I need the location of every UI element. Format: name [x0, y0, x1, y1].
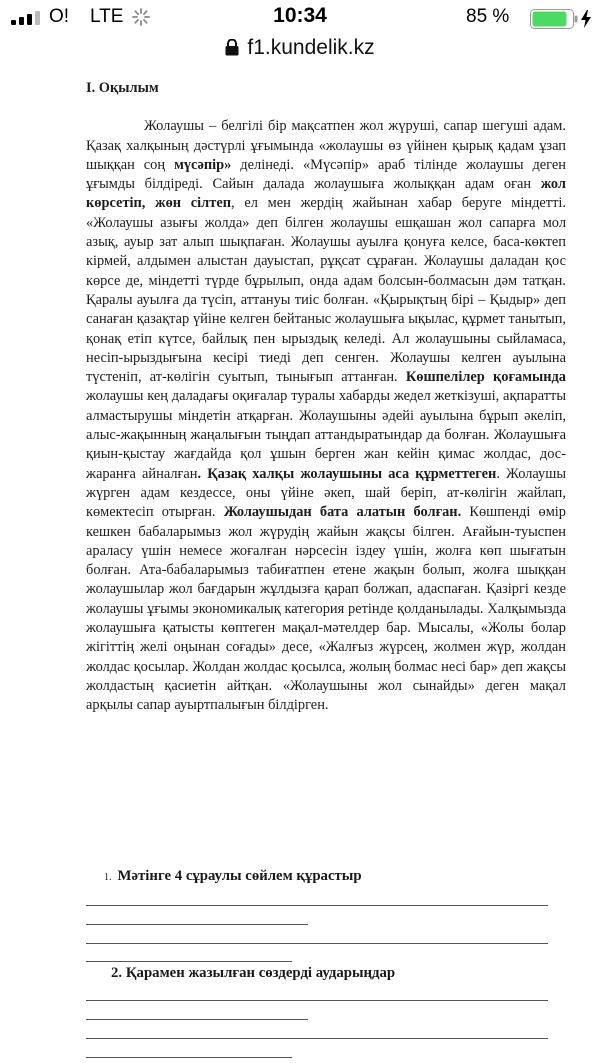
bold-text-run: Көшпелілер қоғамында: [405, 369, 566, 386]
bold-text-run: жол көрсетіп, жөн сілтеп: [86, 176, 566, 212]
answer-line[interactable]: [86, 1057, 292, 1058]
status-bar: [0, 0, 600, 34]
text-run: делінеді. «Мүсәпір» араб тілінде жолаушы деген ұғымды білдіреді. Сайын далада жолаушыға жолыққан адам оған: [86, 156, 566, 193]
answer-line[interactable]: [86, 924, 308, 925]
answer-line[interactable]: [86, 1019, 308, 1020]
clock: 10:34: [273, 4, 327, 27]
task-1-text: Мәтінге 4 сұраулы сөйлем құрастыр: [117, 868, 362, 884]
battery-percentage: 85 %: [466, 6, 510, 27]
task-2-number: 2.: [111, 965, 123, 981]
text-run: Көшпенді өмір кешкен бабаларымыз жол жүрудің жайын жақсы білген. Ағайын-туыспен араласу үшін немесе жоғалған нәрсесін іздеу үшін, жолға көп шығатын болған. Ата-бабаларымыз табиғатпен етене жақын болып, жолға шыққан жолаушылар жол бағдарын жұлдызға қарап болжап, адаспаған. Қазіргі кезде жолаушы ұғымы экономикалық категория ретінде қолданылады. Халқымызда жолаушыға қатысты көптеген мақал-мәтелдер бар. Мысалы, «Жолы болар жігіттің желі оңынан соғады» десе, «Жалғыз жүрсең, жолмен жүр, жолдан жолдас қосылар. Жолдан жолдас қосылса, жолың болмас несі бар» деп жақсы жолдастың қасиетін айтқан. «Жолаушыны жол сынайды» деген мақал арқылы сапар ауыртпалығын білдірген.: [86, 504, 566, 714]
charging-bolt-icon: [580, 10, 592, 28]
reading-text: [86, 117, 566, 715]
answer-line[interactable]: [86, 1000, 548, 1001]
answer-line[interactable]: [86, 905, 548, 906]
text-run: . Жолаушы жүрген адам кездессе, оны үйіне әкеп, шай беріп, ат-көлігін жайлап, көмектесіп отырған.: [86, 465, 566, 521]
battery-fill: [533, 12, 567, 27]
lock-icon: [225, 39, 239, 56]
network-type: LTE: [90, 6, 124, 27]
text-run: , ел мен жердің жайынан хабар беруге міндетті. «Жолаушы азығы жолда» деп білген жолаушы ешқашан жол сапарға мол азық, ауыр зат алып шықпаған. Жолаушы ауылға қонуға келсе, баса-көктеп кірмей, алдымен алыстан дауыстап, рұқсат сұраған. Жолаушы даладан қос көрсе де, міндетті түрде бұрылып, онда адам болсын-болмасын дәм татқан. Қаралы ауылға да түсіп, аттануы тиіс болған. «Қырықтың бірі – Қыдыр» деп санаған қазақтар үйіне келген бейтаныс жолаушыға ықылас, құрмет танытып, қонақ етіп күтсе, байлық пен ырыздық келеді. Ал жолаушыны сыйламаса, несіп-ырыздығына кесірі тиеді деп сенген. Жолаушы келген ауылына түстеніп, ат-көлігін суытып, тынығып аттанған.: [86, 195, 566, 386]
bold-text-run: . Қазақ халқы жолаушыны аса құрметтеген: [197, 465, 497, 482]
task-1: [104, 868, 362, 885]
task-2-text: Қарамен жазылған сөздерді аударыңдар: [125, 965, 396, 981]
answer-line[interactable]: [86, 943, 548, 944]
carrier-name: O!: [49, 6, 70, 27]
address-bar[interactable]: [0, 36, 600, 68]
bold-text-run: мүсәпір»: [174, 156, 232, 173]
task-1-number: 1.: [104, 872, 112, 883]
answer-line[interactable]: [86, 1038, 548, 1039]
document-page: [86, 75, 566, 716]
answer-line[interactable]: [86, 961, 292, 962]
url-text: f1.kundelik.kz: [247, 36, 375, 59]
battery-icon: [530, 9, 578, 29]
text-run: Жолаушы – белгілі бір мақсатпен жол жүруші, сапар шегуші адам. Қазақ халқының дәстүрлі ұғымында «жолаушы өз үйінен қырық қадам ұзап шыққан соң: [86, 118, 566, 173]
task-2: [111, 965, 395, 982]
section-heading: I. Оқылым: [86, 80, 159, 96]
bold-text-run: Жолаушыдан бата алатын болған.: [223, 504, 462, 521]
text-run: жолаушы кең даладағы оқиғалар туралы хабарды жедел жеткізуші, ақпаратты алмастырушы міндетін атқарған. Жолаушыны әдейі ауылына бұрып әкеліп, алыс-жақынның жаңалығын тыңдап аттандыратындар да болған. Жолаушыға қиын-қыстау жағдайда қол ұшын берген жан кейін қимас жолдас, дос-жаранға айналған: [86, 388, 566, 482]
